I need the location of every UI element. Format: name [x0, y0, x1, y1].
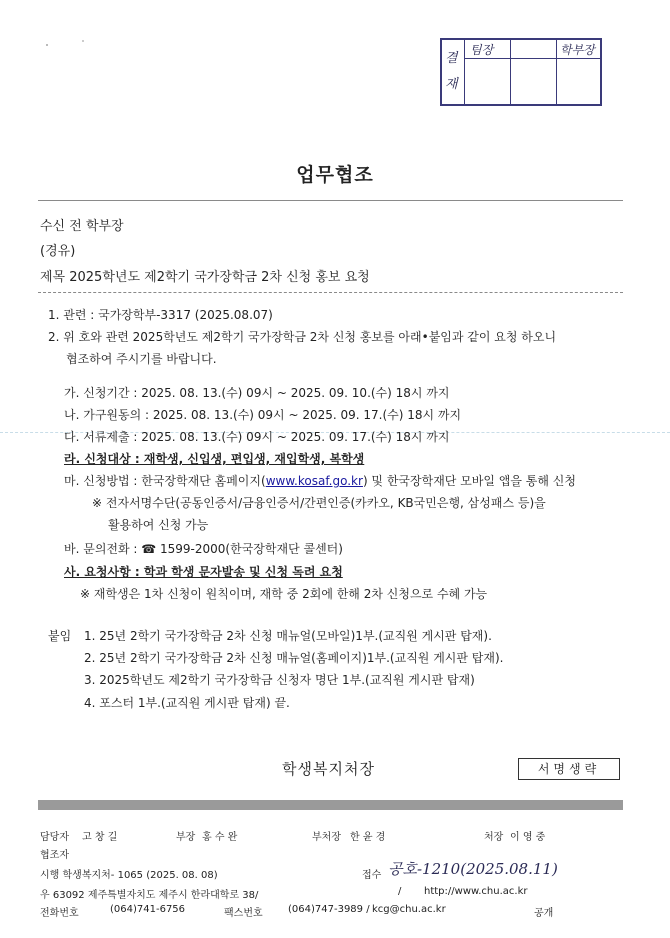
attachment-item: 2. 25년 2학기 국가장학금 2차 신청 매뉴얼(홈페이지)1부.(교직원 게시판 탑재). [84, 651, 504, 665]
staff-role-4: 처장 [484, 832, 504, 843]
staff-name-3: 한 윤 경 [350, 832, 386, 843]
attachment-item: 1. 25년 2학기 국가장학금 2차 신청 매뉴얼(모바일)1부.(교직원 게시판 탑재). [84, 629, 492, 643]
website-link[interactable]: http://www.chu.ac.kr [424, 886, 528, 897]
staff-role-2: 부장 [176, 832, 196, 843]
approval-col1-label: 팀장 [470, 43, 494, 57]
approval-header-rule [464, 58, 600, 59]
attachment-item: 4. 포스터 1부.(교직원 게시판 탑재) 끝. [84, 696, 290, 710]
phone-label: 전화번호 [40, 908, 79, 919]
kosaf-link[interactable]: www.kosaf.go.kr [265, 474, 363, 488]
staff-role-1: 담당자 [40, 832, 69, 843]
fax-label: 팩스번호 [224, 908, 263, 919]
approval-col-2 [510, 40, 557, 104]
attachments-label: 붙임 [48, 629, 72, 643]
email-address[interactable]: kcg@chu.ac.kr [372, 904, 446, 915]
subject-line: 제목 2025학년도 제2학기 국가장학금 2차 신청 홍보 요청 [40, 270, 370, 285]
item-ba: 바. 문의전화 : ☎ 1599-2000(한국장학재단 콜센터) [64, 542, 343, 556]
via-line: (경유) [40, 244, 76, 259]
scan-speck [46, 44, 48, 46]
item-ma-note-1: ※ 전자서명수단(공동인증서/금융인증서/간편인증(카카오, KB국민은행, 삼성패스 등)을 [92, 496, 546, 510]
approval-side-cell [442, 40, 465, 104]
staff-role-3: 부처장 [312, 832, 341, 843]
staff-name-1: 고 창 길 [82, 832, 118, 843]
attachment-item: 3. 2025학년도 제2학기 국가장학금 신청자 명단 1부.(교직원 게시판 탑재) [84, 673, 475, 687]
header-top-rule [38, 200, 623, 201]
footer-divider-bar [38, 800, 623, 810]
sender-name: 학생복지처장 [282, 760, 375, 778]
item-na: 나. 가구원동의 : 2025. 08. 13.(수) 09시 ~ 2025. 09. 17.(수) 18시 까지 [64, 408, 462, 422]
item-ma-note-2: 활용하여 신청 가능 [108, 518, 209, 532]
approval-side-label: 결재 [445, 51, 458, 92]
approval-stamp-box [440, 38, 602, 106]
receipt-handwritten-number: 공호-1210(2025.08.11) [388, 860, 558, 878]
subject-rule [38, 292, 623, 293]
phone-number: (064)741-6756 [110, 904, 186, 915]
body-item-2: 2. 위 호와 관련 2025학년도 제2학기 국가장학금 2차 신청 홍보를 아래•붙임과 같이 요청 하오니 [48, 330, 557, 344]
body-item-1: 1. 관련 : 국가장학부-3317 (2025.08.07) [48, 308, 273, 322]
signature-omitted-box: 서명생략 [518, 758, 620, 780]
cooperator-label: 협조자 [40, 850, 69, 861]
item-da: 다. 서류제출 : 2025. 08. 13.(수) 09시 ~ 2025. 09. 17.(수) 18시 까지 [64, 430, 450, 444]
staff-name-4: 이 영 중 [510, 832, 546, 843]
item-sa-note: ※ 재학생은 1차 신청이 원칙이며, 재학 중 2회에 한해 2차 신청으로 수혜 가능 [80, 587, 488, 601]
item-sa: 사. 요청사항 : 학과 학생 문자발송 및 신청 독려 요청 [64, 565, 343, 579]
enforcement-line: 시행 학생복지처- 1065 (2025. 08. 08) [40, 870, 218, 881]
fax-number: (064)747-3989 / [288, 904, 370, 915]
address-line: 우 63092 제주특별자치도 제주시 한라대학로 38/ [40, 890, 259, 901]
address-separator: / [398, 886, 402, 897]
staff-name-2: 홍 수 완 [202, 832, 238, 843]
receipt-label: 접수 [362, 870, 382, 881]
item-ma-pre: 마. 신청방법 : 한국장학재단 홈페이지( [64, 474, 266, 488]
disclosure-status: 공개 [534, 908, 554, 919]
item-ma [64, 472, 576, 489]
item-ma-post: ) 및 한국장학재단 모바일 앱을 통해 신청 [362, 474, 576, 488]
recipient-line: 수신 전 학부장 [40, 219, 124, 234]
document-title: 업무협조 [296, 164, 374, 186]
item-ra: 라. 신청대상 : 재학생, 신입생, 편입생, 재입학생, 복학생 [64, 452, 365, 466]
body-item-2-cont: 협조하여 주시기를 바랍니다. [66, 352, 217, 366]
scan-speck [82, 40, 84, 42]
item-ga: 가. 신청기간 : 2025. 08. 13.(수) 09시 ~ 2025. 09. 10.(수) 18시 까지 [64, 386, 450, 400]
approval-col2-label: 학부장 [560, 43, 595, 57]
